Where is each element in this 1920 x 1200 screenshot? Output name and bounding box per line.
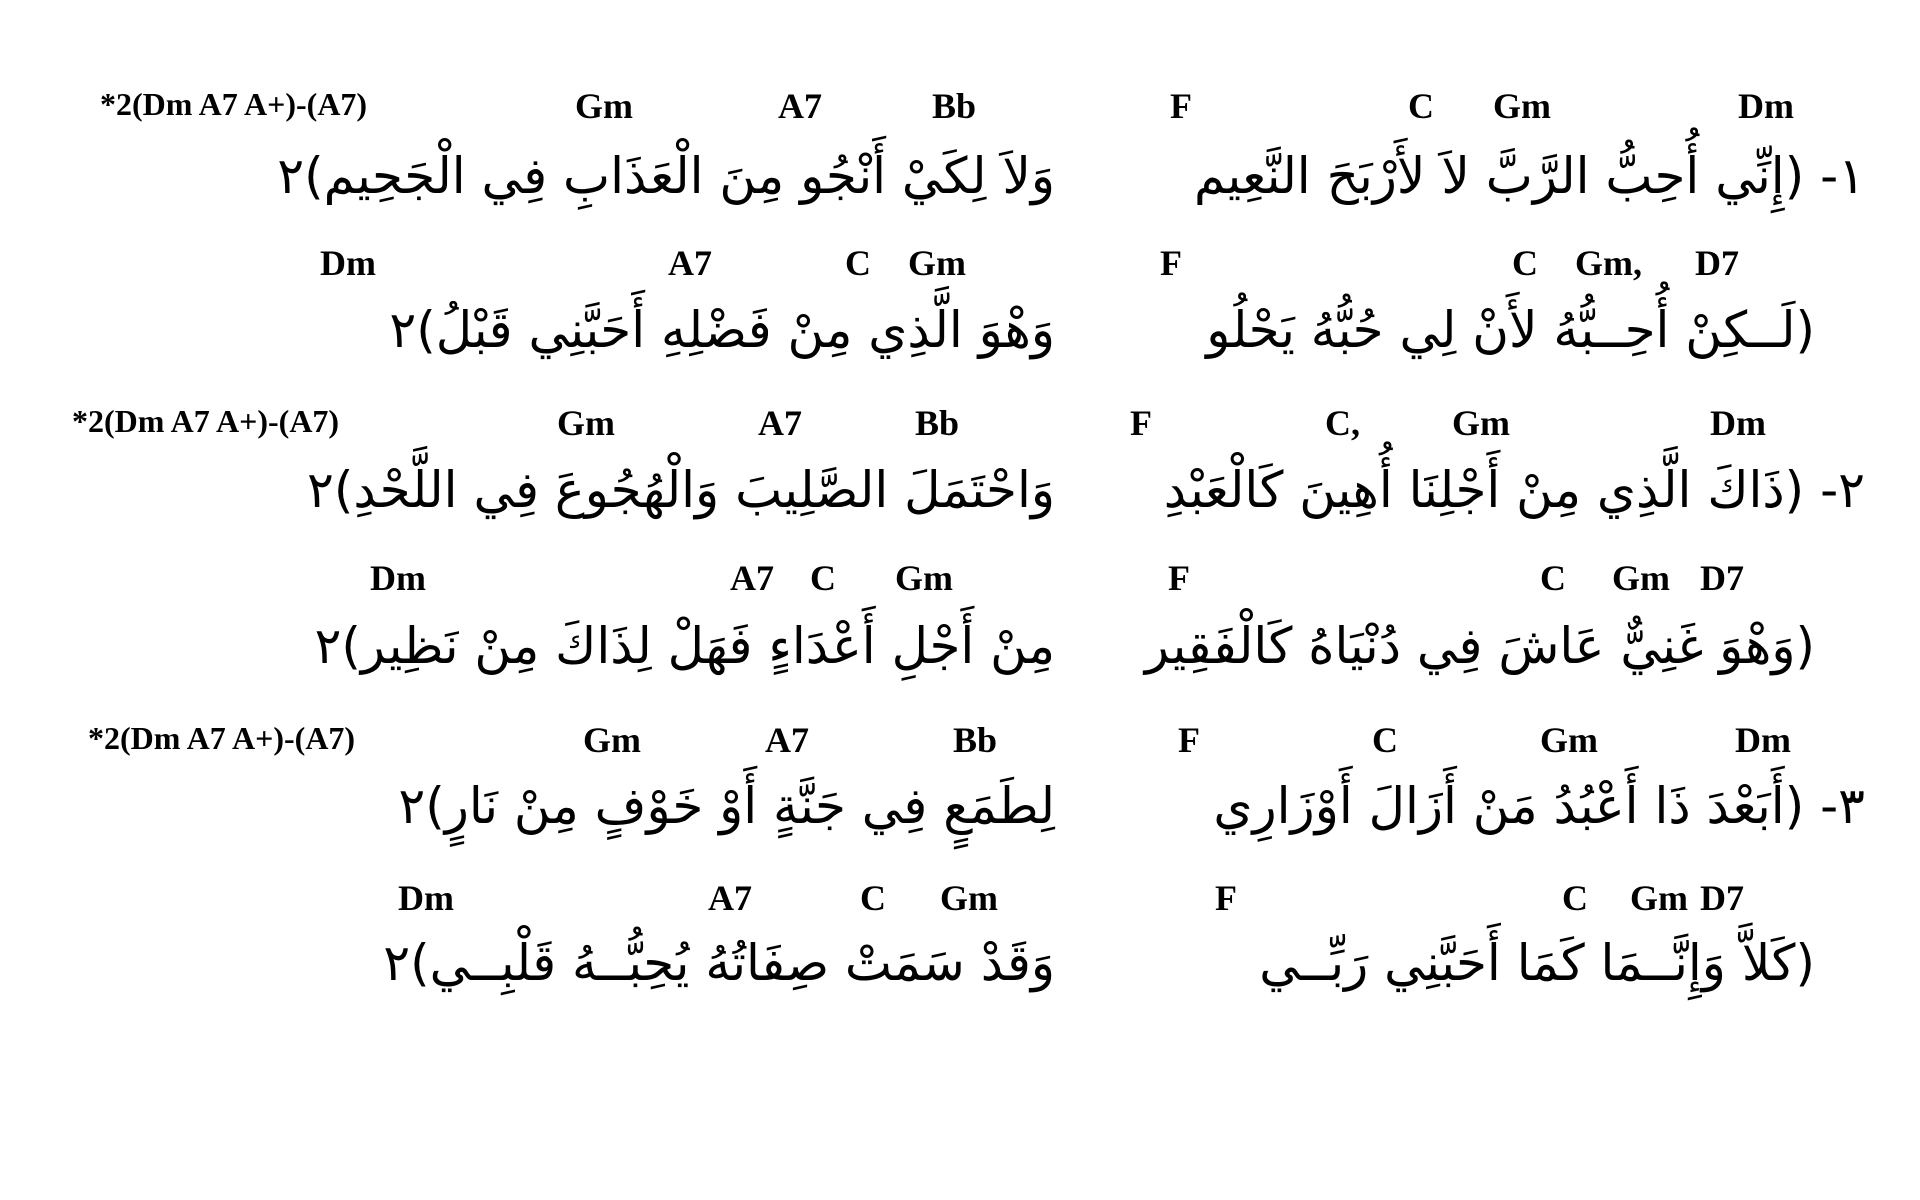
lyric-line-row-3-right: ٢- (ذَاكَ الَّذِي مِنْ أَجْلِنَا أُهِينَ كَالْعَبْدِ [1163, 461, 1865, 519]
chord: A7 [708, 878, 752, 918]
chord: Bb [932, 86, 977, 126]
chord: Dm [320, 243, 376, 283]
chord: Bb [953, 720, 998, 760]
chord: Gm [908, 243, 966, 283]
chord: C [1562, 878, 1588, 918]
chord: Bb [915, 403, 960, 443]
chord: C [1408, 86, 1434, 126]
chord: Gm [895, 558, 953, 598]
chord: Dm [398, 878, 454, 918]
lyric-line-row-2-left: وَهْوَ الَّذِي مِنْ فَضْلِهِ أَحَبَّنِي قَبْلُ)٢ [389, 301, 1055, 359]
chord: D7 [1700, 558, 1744, 598]
chord: Gm [575, 86, 633, 126]
lyric-line-row-5-left: لِطَمَعٍ فِي جَنَّةٍ أَوْ خَوْفٍ مِنْ نَارٍ)٢ [398, 777, 1055, 835]
chord: F [1215, 878, 1237, 918]
chord: F [1170, 86, 1192, 126]
chord: D7 [1700, 878, 1744, 918]
chord: C, [1325, 403, 1360, 443]
chord: C [1512, 243, 1538, 283]
chord: F [1130, 403, 1152, 443]
chord: A7 [668, 243, 712, 283]
chord-repeat-marker: *2(Dm A7 A+)-(A7) [72, 403, 340, 439]
chord: C [1540, 558, 1566, 598]
lyric-line-row-6-left: وَقَدْ سَمَتْ صِفَاتُهُ يُحِبُّــهُ قَلْبِــي)٢ [383, 934, 1055, 992]
lyric-line-row-2-right: (لَــكِنْ أُحِــبُّهُ لأَنْ لِي حُبُّهُ يَحْلُو [1206, 301, 1815, 359]
chord: Dm [1738, 86, 1794, 126]
chord: Gm, [1575, 243, 1642, 283]
lyric-line-row-4-right: (وَهْوَ غَنِيٌّ عَاشَ فِي دُنْيَاهُ كَالْفَقِير [1144, 617, 1815, 675]
chord: D7 [1695, 243, 1739, 283]
chord: Gm [1452, 403, 1510, 443]
chord: Gm [1630, 878, 1688, 918]
lyric-line-row-3-left: وَاحْتَمَلَ الصَّلِيبَ وَالْهُجُوعَ فِي اللَّحْدِ)٢ [306, 461, 1055, 519]
chord: Dm [370, 558, 426, 598]
chord: A7 [758, 403, 802, 443]
chord: Gm [1493, 86, 1551, 126]
chord: Gm [940, 878, 998, 918]
chord: A7 [730, 558, 774, 598]
chord: Gm [583, 720, 641, 760]
chord: Dm [1735, 720, 1791, 760]
lyric-line-row-6-right: (كَلاَّ وَإِنَّــمَا كَمَا أَحَبَّنِي رَبِّــي [1259, 934, 1815, 992]
chord: Gm [1540, 720, 1598, 760]
chord: Dm [1710, 403, 1766, 443]
chord: Gm [557, 403, 615, 443]
chord: C [845, 243, 871, 283]
lyric-line-row-1-right: ١- (إِنِّي أُحِبُّ الرَّبَّ لاَ لأَرْبَحَ النَّعِيم [1194, 147, 1865, 205]
chord: C [860, 878, 886, 918]
chord: A7 [765, 720, 809, 760]
chord-repeat-marker: *2(Dm A7 A+)-(A7) [100, 86, 368, 122]
chord: F [1160, 243, 1182, 283]
chord: Gm [1612, 558, 1670, 598]
chord: A7 [778, 86, 822, 126]
chord: C [810, 558, 836, 598]
chord: F [1168, 558, 1190, 598]
chord: C [1372, 720, 1398, 760]
lyric-line-row-4-left: مِنْ أَجْلِ أَعْدَاءٍ فَهَلْ لِذَاكَ مِنْ نَظِير)٢ [314, 617, 1055, 675]
chord-repeat-marker: *2(Dm A7 A+)-(A7) [88, 720, 356, 756]
chord: F [1178, 720, 1200, 760]
lyric-line-row-1-left: وَلاَ لِكَيْ أَنْجُو مِنَ الْعَذَابِ فِي الْجَحِيم)٢ [277, 147, 1055, 205]
lyric-line-row-5-right: ٣- (أَبَعْدَ ذَا أَعْبُدُ مَنْ أَزَالَ أَوْزَارِي [1213, 777, 1865, 835]
